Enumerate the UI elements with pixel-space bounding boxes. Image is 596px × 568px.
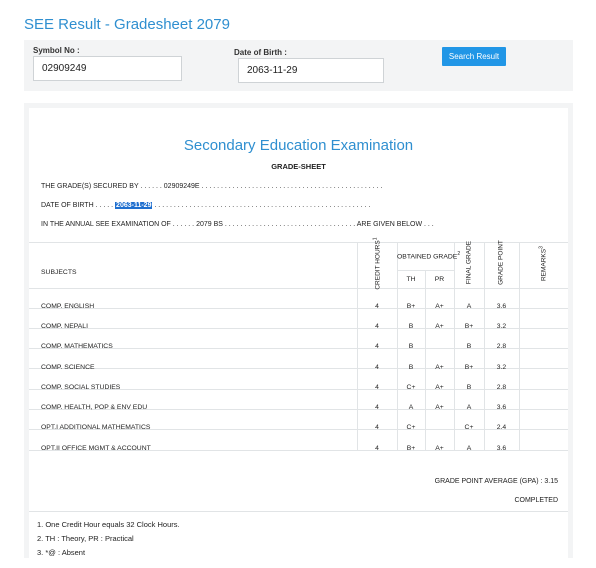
header-obtained-grade: OBTAINED GRADE$^2$ (397, 251, 461, 261)
th-grade: C+ (406, 384, 416, 391)
dob-line (41, 202, 370, 209)
secured-by-line: THE GRADE(S) SECURED BY . . . . . . 02909249E . . . . . . . . . . . . . . . . . . . . . . . . . . . . . . . . . . . . . . . . . . . . . . . (41, 183, 383, 190)
symbol-input[interactable]: 02909249 (33, 56, 182, 81)
pr-grade: A+ (435, 364, 444, 371)
gradesheet-title: GRADE-SHEET (271, 162, 326, 171)
exam-title: Secondary Education Examination (183, 137, 414, 154)
th-grade: B+ (406, 303, 416, 310)
result-status: COMPLETED (514, 497, 558, 504)
pr-grade: A+ (435, 323, 444, 330)
credit-hour: 4 (375, 323, 379, 330)
subject-name: OPT.II OFFICE MGMT & ACCOUNT (41, 445, 151, 452)
search-result-button[interactable]: Search Result (442, 47, 506, 66)
pr-grade: A+ (435, 404, 444, 411)
grade-point: 2.4 (496, 424, 507, 431)
header-subjects: SUBJECTS (41, 269, 77, 276)
gradesheet (29, 108, 568, 568)
subject-name: OPT.I ADDITIONAL MATHEMATICS (41, 424, 151, 431)
subject-name: COMP. MATHEMATICS (41, 343, 113, 350)
credit-hour: 4 (375, 343, 379, 350)
gpa-summary: GRADE POINT AVERAGE (GPA) : 3.15 (434, 478, 558, 485)
th-grade: C+ (406, 424, 416, 431)
credit-hour: 4 (375, 424, 379, 431)
header-pr: PR (434, 276, 445, 283)
credit-hour: 4 (375, 303, 379, 310)
subject-name: COMP. NEPALI (41, 323, 88, 330)
footnote: 2. TH : Theory, PR : Practical (37, 534, 134, 543)
subject-name: COMP. HEALTH, POP & ENV EDU (41, 404, 148, 411)
header-final-grade: FINAL GRADE (465, 240, 473, 285)
dob-label: Date of Birth : (234, 48, 287, 57)
page-title: SEE Result - Gradesheet 2079 (24, 16, 230, 33)
grade-point: 3.6 (496, 404, 507, 411)
credit-hour: 4 (375, 404, 379, 411)
pr-grade: A+ (435, 303, 444, 310)
header-credit-hours: CREDIT HOURS$^1$ (372, 237, 382, 290)
th-grade: A (408, 404, 414, 411)
grade-point: 2.8 (496, 384, 507, 391)
th-grade: B+ (406, 445, 416, 452)
credit-hour: 4 (375, 384, 379, 391)
header-grade-point: GRADE POINT (497, 240, 505, 285)
pr-grade: A+ (435, 384, 444, 391)
subject-name: COMP. ENGLISH (41, 303, 95, 310)
final-grade: A (466, 445, 472, 452)
th-grade: B (408, 364, 414, 371)
final-grade: A (466, 404, 472, 411)
grade-point: 3.2 (496, 364, 507, 371)
gradesheet-panel (24, 103, 573, 558)
grade-point: 3.6 (496, 303, 507, 310)
subject-name: COMP. SCIENCE (41, 364, 95, 371)
final-grade: A (466, 303, 472, 310)
dob-prefix: DATE OF BIRTH . . . . . (41, 202, 114, 209)
grade-point: 2.8 (496, 343, 507, 350)
final-grade: B+ (464, 323, 474, 330)
credit-hour: 4 (375, 364, 379, 371)
final-grade: B (466, 384, 472, 391)
dob-highlight: 2063-11-29 (116, 202, 152, 209)
th-grade: B (408, 343, 414, 350)
th-grade: B (408, 323, 414, 330)
dob-input[interactable]: 2063-11-29 (238, 58, 384, 83)
grade-point: 3.6 (496, 445, 507, 452)
footnote: 1. One Credit Hour equals 32 Clock Hours. (37, 520, 180, 529)
final-grade: C+ (464, 424, 474, 431)
final-grade: B+ (464, 364, 474, 371)
grade-point: 3.2 (496, 323, 507, 330)
footnote: 3. *@ : Absent (37, 548, 86, 557)
symbol-label: Symbol No : (33, 46, 80, 55)
subject-name: COMP. SOCIAL STUDIES (41, 384, 121, 391)
credit-hour: 4 (375, 445, 379, 452)
dob-suffix: . . . . . . . . . . . . . . . . . . . . . . . . . . . . . . . . . . . . . . . . . . . . . . . . . . . . . . . . (154, 202, 371, 209)
header-remarks: REMARKS$^3$ (538, 246, 548, 282)
header-th: TH (406, 276, 416, 283)
pr-grade: A+ (435, 445, 444, 452)
final-grade: B (466, 343, 472, 350)
annual-exam-line: IN THE ANNUAL SEE EXAMINATION OF . . . . . . 2079 BS . . . . . . . . . . . . . . . . . . . . . . . . . . . . . . . . . . ARE GIVEN BELOW . . . (41, 221, 434, 228)
